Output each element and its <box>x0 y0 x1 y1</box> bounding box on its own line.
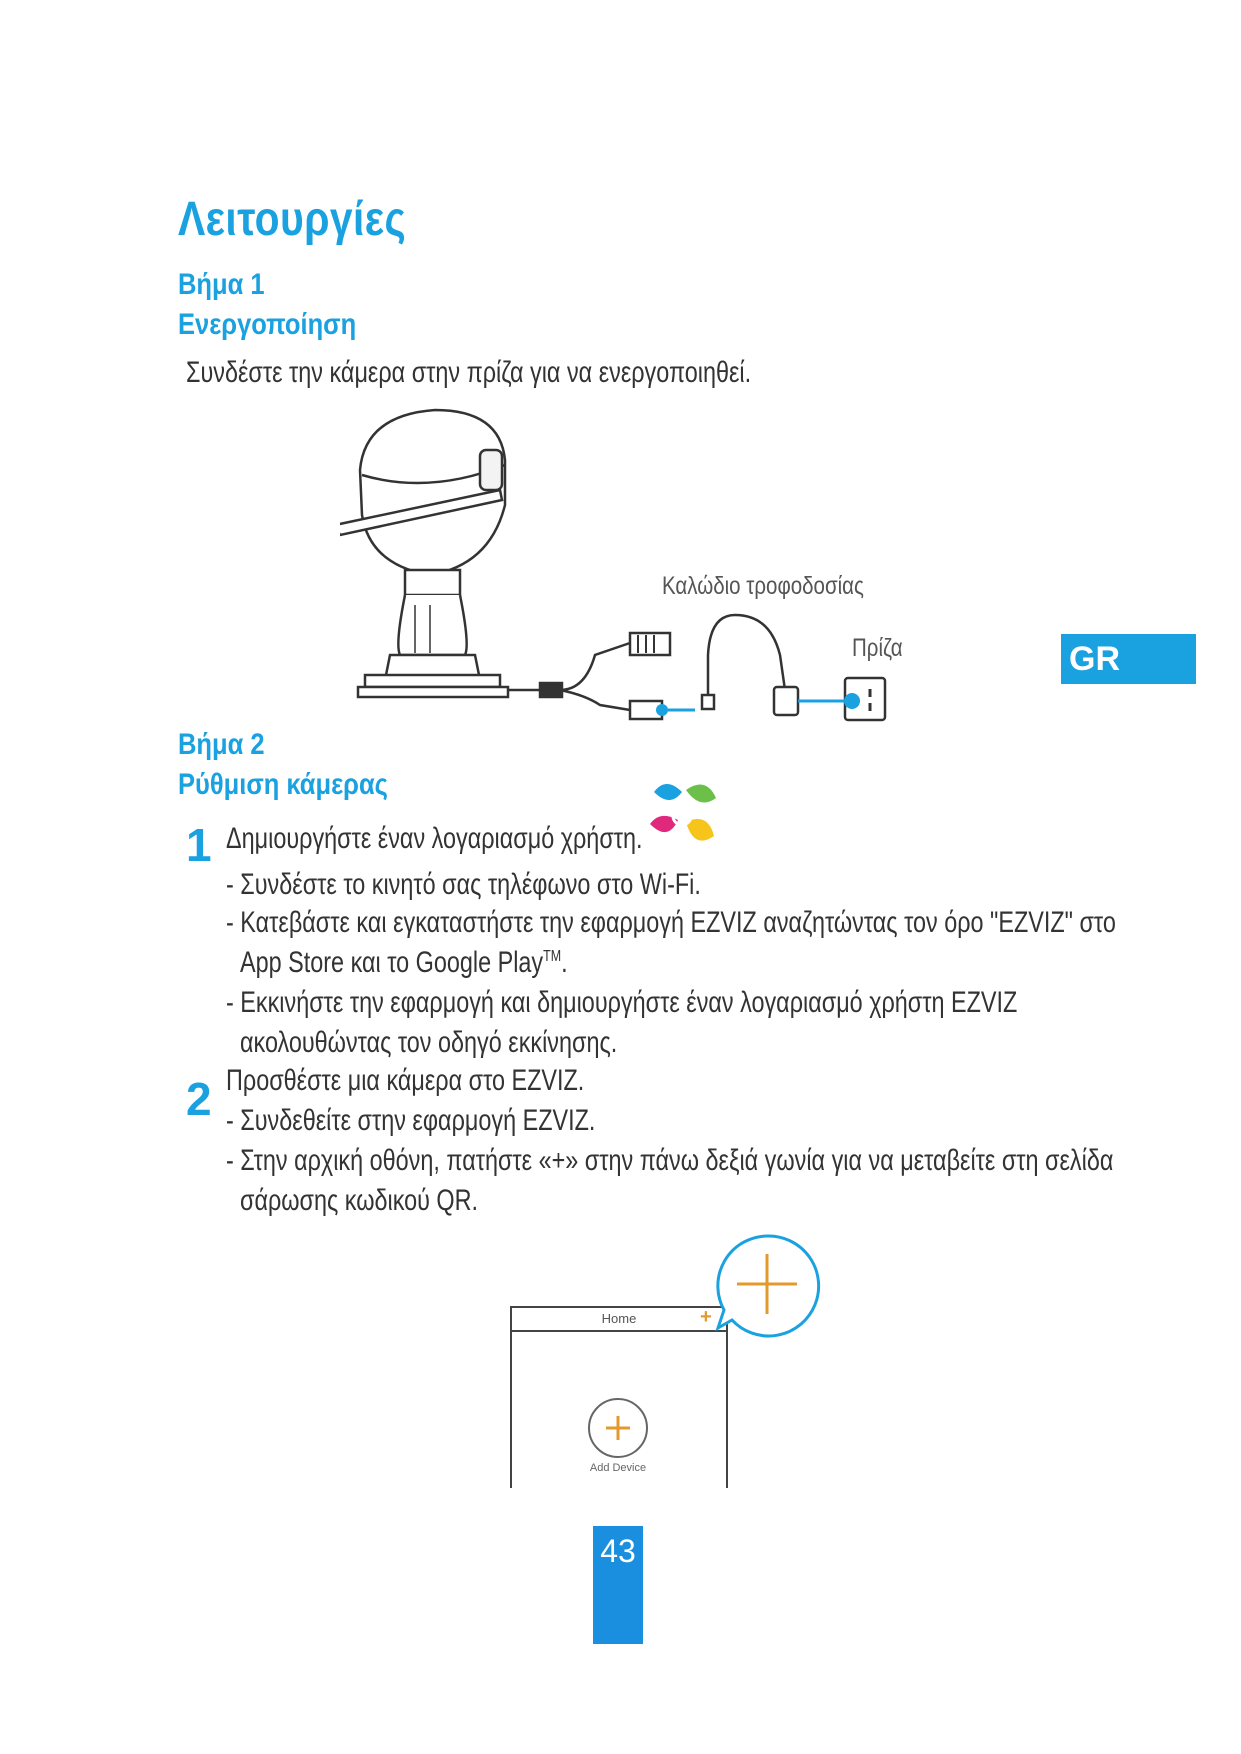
camera-icon <box>340 410 885 720</box>
outlet-label: Πρίζα <box>852 634 903 662</box>
add-device-icon <box>586 1396 650 1460</box>
period-text: . <box>561 946 568 979</box>
step2-item1-bullet: - Κατεβάστε και εγκαταστήστε την εφαρμογή EZVIZ αναζητώντας τον όρο "EZVIZ" στο <box>226 906 1116 939</box>
ezviz-logo-icon <box>646 780 718 855</box>
step2-item1-bullet-cont <box>240 946 568 980</box>
camera-power-illustration <box>340 405 920 735</box>
app-store-text: App Store και το Google Play <box>240 946 544 979</box>
step2-item2-number: 2 <box>186 1073 212 1125</box>
step2-item2-bullet-cont: σάρωσης κωδικού QR. <box>240 1184 479 1217</box>
step1-text: Συνδέστε την κάμερα στην πρίζα για να ενεργοποιηθεί. <box>186 356 752 389</box>
step1-subheading: Ενεργοποίηση <box>178 308 357 341</box>
step2-item1-bullet: - Εκκινήστε την εφαρμογή και δημιουργήστε έναν λογαριασμό χρήστη EZVIZ <box>226 986 1018 1019</box>
header-plus-icon: + <box>700 1306 712 1328</box>
zoom-plus-bubble <box>712 1232 822 1342</box>
step2-heading: Βήμα 2 <box>178 728 265 761</box>
page-number: 43 <box>593 1526 643 1644</box>
step2-item1-bullet: - Συνδέστε το κινητό σας τηλέφωνο στο Wi-Fi. <box>226 868 701 901</box>
phone-header: Home <box>512 1308 726 1332</box>
step2-item2-title: Προσθέστε μια κάμερα στο EZVIZ. <box>226 1064 585 1097</box>
cable-label: Καλώδιο τροφοδοσίας <box>662 572 864 600</box>
step2-item1-number: 1 <box>186 819 212 871</box>
trademark-mark: TM <box>543 948 562 965</box>
add-device-label: Add Device <box>589 1462 647 1474</box>
step2-item1-bullet-cont: ακολουθώντας τον οδηγό εκκίνησης. <box>240 1026 618 1059</box>
language-tab: GR <box>1061 634 1196 684</box>
step2-item1-title: Δημιουργήστε έναν λογαριασμό χρήστη. <box>226 822 643 855</box>
step2-item2-bullet: - Στην αρχική οθόνη, πατήστε «+» στην πάνω δεξιά γωνία για να μεταβείτε στη σελίδα <box>226 1144 1114 1177</box>
step2-subheading: Ρύθμιση κάμερας <box>178 768 388 801</box>
step1-heading: Βήμα 1 <box>178 268 265 301</box>
page-title: Λειτουργίες <box>178 193 407 246</box>
step2-item2-bullet: - Συνδεθείτε στην εφαρμογή EZVIZ. <box>226 1104 596 1137</box>
